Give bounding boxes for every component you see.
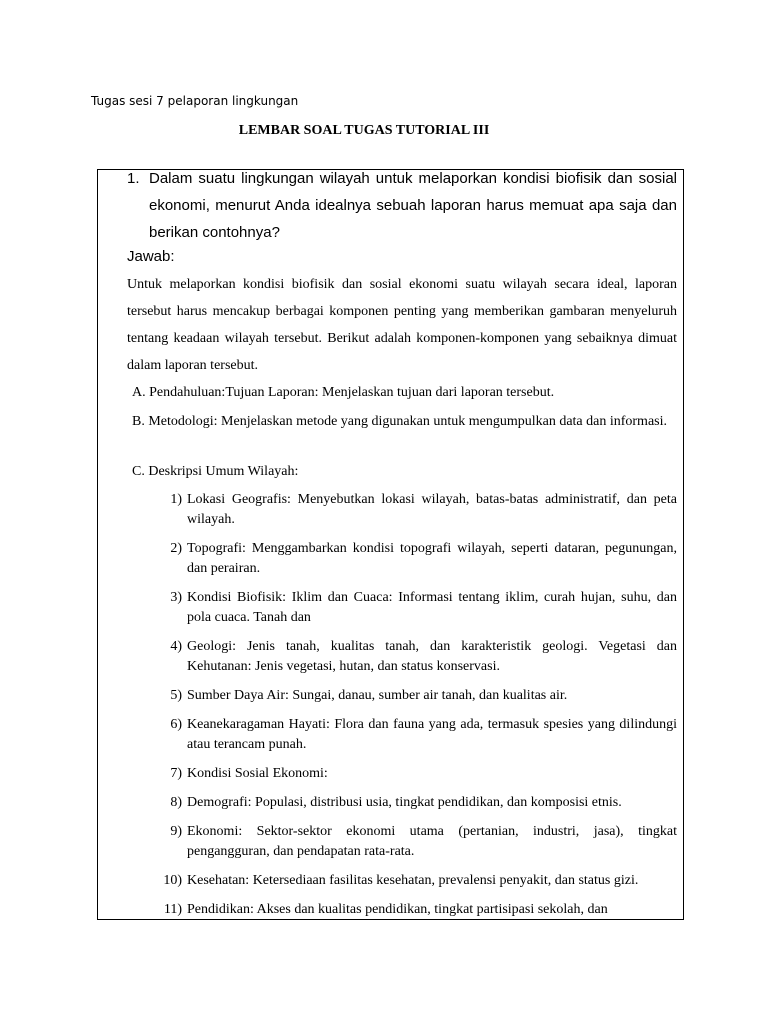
list-item	[152, 764, 677, 784]
list-item-text: Geologi: Jenis tanah, kualitas tanah, dan karakteristik geologi. Vegetasi dan Kehutanan: Jenis vegetasi, hutan, dan status konservasi.	[187, 639, 677, 674]
list-item-number: 2)	[170, 541, 182, 556]
list-item-number: 9)	[170, 824, 182, 839]
section-introduction: A. Pendahuluan:Tujuan Laporan: Menjelaskan tujuan dari laporan tersebut.	[132, 385, 555, 400]
list-item-text: Topografi: Menggambarkan kondisi topografi wilayah, seperti dataran, pegunungan, dan perairan.	[187, 541, 677, 576]
answer-intro: Untuk melaporkan kondisi biofisik dan sosial ekonomi suatu wilayah secara ideal, laporan tersebut harus mencakup berbagai komponen penting yang memberikan gambaran menyeluruh tentang keadaan wilayah tersebut. Berikut adalah komponen-komponen yang sebaiknya dimuat dalam laporan tersebut.	[127, 277, 677, 373]
list-item	[152, 539, 677, 579]
list-item-number: 8)	[170, 795, 182, 810]
list-item-number: 5)	[170, 688, 182, 703]
component-list	[152, 490, 677, 920]
list-item-text: Sumber Daya Air: Sungai, danau, sumber air tanah, dan kualitas air.	[187, 688, 568, 703]
answer-box	[97, 169, 684, 920]
list-item-text: Kondisi Biofisik: Iklim dan Cuaca: Informasi tentang iklim, curah hujan, suhu, dan pola cuaca. Tanah dan	[187, 590, 677, 625]
list-item-text: Ekonomi: Sektor-sektor ekonomi utama (pertanian, industri, jasa), tingkat pengangguran, dan pendapatan rata-rata.	[187, 824, 677, 859]
list-item-text: Kondisi Sosial Ekonomi:	[187, 766, 328, 781]
list-item	[152, 588, 677, 628]
list-item	[152, 822, 677, 862]
list-item-number: 6)	[170, 717, 182, 732]
list-item-number: 1)	[170, 492, 182, 507]
list-item	[152, 900, 677, 920]
list-item-number: 11)	[163, 902, 182, 917]
list-item	[152, 793, 677, 813]
section-methodology: B. Metodologi: Menjelaskan metode yang digunakan untuk mengumpulkan data dan informasi.	[132, 414, 668, 429]
list-item	[152, 871, 677, 891]
question-number: 1.	[127, 170, 140, 187]
list-item-number: 7)	[170, 766, 182, 781]
list-item-number: 4)	[170, 639, 182, 654]
question-text: Dalam suatu lingkungan wilayah untuk melaporkan kondisi biofisik dan sosial ekonomi, menurut Anda idealnya sebuah laporan harus memuat apa saja dan berikan contohnya?	[149, 170, 677, 241]
list-item-number: 10)	[163, 873, 182, 888]
list-item-text: Kesehatan: Ketersediaan fasilitas kesehatan, prevalensi penyakit, dan status gizi.	[187, 873, 639, 888]
header-note: Tugas sesi 7 pelaporan lingkungan	[91, 94, 299, 108]
list-item	[152, 637, 677, 677]
list-item-text: Pendidikan: Akses dan kualitas pendidikan, tingkat partisipasi sekolah, dan	[187, 902, 608, 917]
list-item-text: Demografi: Populasi, distribusi usia, tingkat pendidikan, dan komposisi etnis.	[187, 795, 622, 810]
section-general-description: C. Deskripsi Umum Wilayah:	[132, 464, 299, 479]
list-item-text: Keanekaragaman Hayati: Flora dan fauna yang ada, termasuk spesies yang dilindungi atau terancam punah.	[187, 717, 677, 752]
list-item-number: 3)	[170, 590, 182, 605]
answer-label: Jawab:	[127, 248, 175, 265]
list-item	[152, 686, 677, 706]
document-title: LEMBAR SOAL TUGAS TUTORIAL III	[238, 123, 490, 138]
list-item	[152, 715, 677, 755]
list-item-text: Lokasi Geografis: Menyebutkan lokasi wilayah, batas-batas administratif, dan peta wilayah.	[187, 492, 677, 527]
list-item	[152, 490, 677, 530]
